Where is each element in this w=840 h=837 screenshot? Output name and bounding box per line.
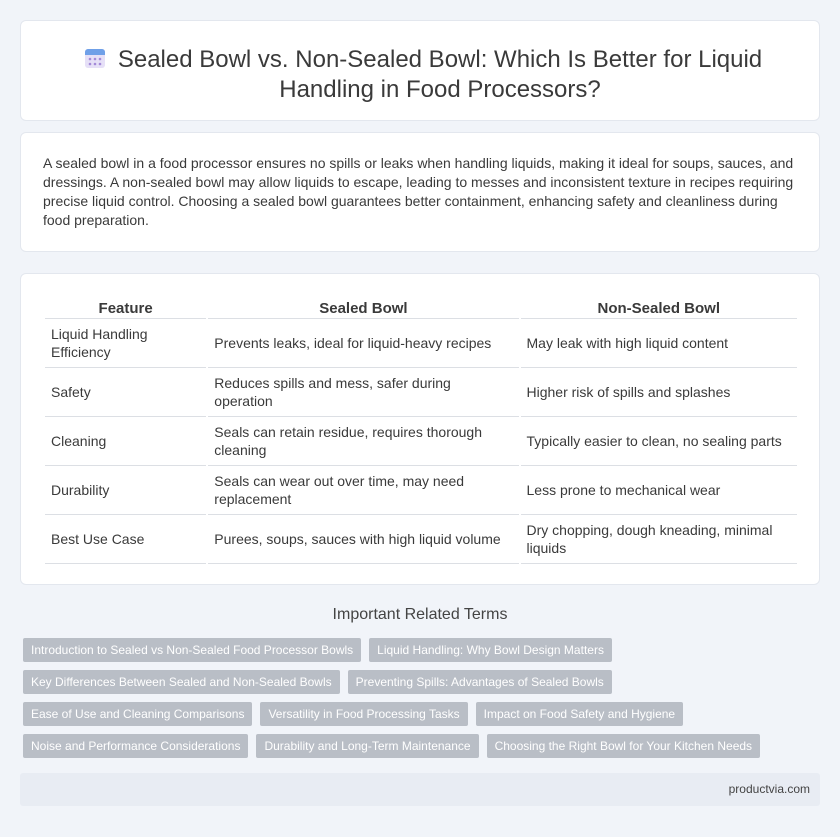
column-header-feature: Feature bbox=[45, 294, 206, 319]
sealed-cell: Seals can retain residue, requires thorough cleaning bbox=[208, 417, 518, 466]
summary-card bbox=[20, 132, 820, 252]
table-row bbox=[45, 515, 797, 564]
sealed-cell: Seals can wear out over time, may need replacement bbox=[208, 466, 518, 515]
column-header-non-sealed-bowl: Non-Sealed Bowl bbox=[521, 294, 797, 319]
related-term-tag[interactable]: Introduction to Sealed vs Non-Sealed Food Processor Bowls bbox=[23, 638, 361, 662]
feature-cell: Safety bbox=[45, 368, 206, 417]
sealed-cell: Purees, soups, sauces with high liquid volume bbox=[208, 515, 518, 564]
table-row bbox=[45, 368, 797, 417]
table-row bbox=[45, 319, 797, 368]
related-term-tag[interactable]: Noise and Performance Considerations bbox=[23, 734, 248, 758]
page-title: Sealed Bowl vs. Non-Sealed Bowl: Which Is Better for Liquid Handling in Food Processors? bbox=[117, 46, 763, 103]
non-sealed-cell: May leak with high liquid content bbox=[521, 319, 797, 368]
sealed-cell: Reduces spills and mess, safer during operation bbox=[208, 368, 518, 417]
related-term-tag[interactable]: Liquid Handling: Why Bowl Design Matters bbox=[369, 638, 612, 662]
sealed-cell: Prevents leaks, ideal for liquid-heavy recipes bbox=[208, 319, 518, 368]
related-term-tag[interactable]: Preventing Spills: Advantages of Sealed Bowls bbox=[348, 670, 612, 694]
related-term-tag[interactable]: Impact on Food Safety and Hygiene bbox=[476, 702, 683, 726]
table-row bbox=[45, 466, 797, 515]
related-term-tag[interactable]: Durability and Long-Term Maintenance bbox=[256, 734, 478, 758]
non-sealed-cell: Typically easier to clean, no sealing parts bbox=[521, 417, 797, 466]
source-link[interactable]: productvia.com bbox=[728, 782, 810, 796]
feature-cell: Best Use Case bbox=[45, 515, 206, 564]
related-term-tag[interactable]: Ease of Use and Cleaning Comparisons bbox=[23, 702, 252, 726]
related-term-tag[interactable]: Versatility in Food Processing Tasks bbox=[260, 702, 467, 726]
related-terms-heading: Important Related Terms bbox=[332, 606, 508, 623]
table-header-row bbox=[45, 294, 797, 319]
feature-cell: Durability bbox=[45, 466, 206, 515]
comparison-table-card bbox=[20, 273, 820, 585]
related-term-tag[interactable]: Key Differences Between Sealed and Non-Sealed Bowls bbox=[23, 670, 340, 694]
feature-cell: Liquid Handling Efficiency bbox=[45, 319, 206, 368]
non-sealed-cell: Higher risk of spills and splashes bbox=[521, 368, 797, 417]
column-header-sealed-bowl: Sealed Bowl bbox=[208, 294, 518, 319]
non-sealed-cell: Dry chopping, dough kneading, minimal liquids bbox=[521, 515, 797, 564]
title-card bbox=[20, 20, 820, 121]
related-term-tag[interactable]: Choosing the Right Bowl for Your Kitchen Needs bbox=[487, 734, 761, 758]
related-terms-list bbox=[23, 638, 803, 766]
comparison-table bbox=[43, 294, 799, 564]
summary-text: A sealed bowl in a food processor ensures no spills or leaks when handling liquids, making it ideal for soups, sauces, and dressings. A non-sealed bowl may allow liquids to escape, leading to messes and inconsistent texture in recipes requiring precise liquid control. Choosing a sealed bowl guarantees better containment, enhancing safety and cleanliness during food preparation. bbox=[43, 155, 794, 228]
feature-cell: Cleaning bbox=[45, 417, 206, 466]
footer-bar bbox=[20, 773, 820, 806]
non-sealed-cell: Less prone to mechanical wear bbox=[521, 466, 797, 515]
table-row bbox=[45, 417, 797, 466]
